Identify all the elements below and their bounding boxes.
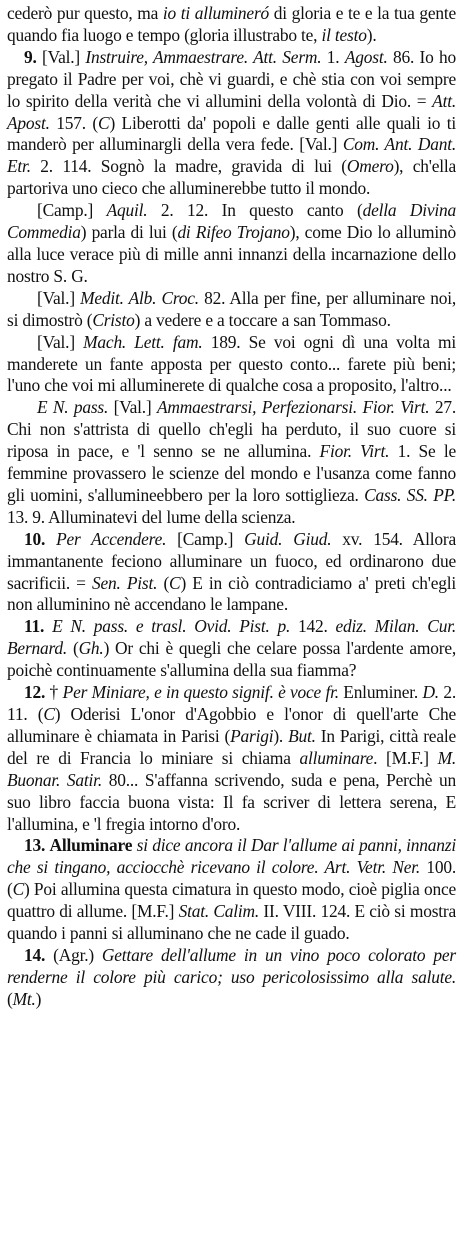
body-text: 27. Chi non s'attrista di quello ch'egli ha perduto, il suo cuore si riposa in pace, e 'l senno se ne allumina. [7, 397, 456, 462]
italic-text: Guid. Giud. [244, 528, 332, 549]
body-text: 189. Se voi ogni dì una volta mi manderete un fante apposta per questo conto... farete più beni; l'uno che voi mi alluminerete di qualche cosa a proposito, l'altro... [7, 331, 457, 396]
numbered-sense-paragraph [7, 47, 456, 200]
italic-text: Gh. [78, 638, 104, 659]
sense-number: 13. [24, 835, 46, 856]
body-text: ) a vedere e a toccare a san Tommaso. [134, 309, 391, 330]
body-text: ). [366, 24, 377, 45]
italic-text: di Rifeo Trojano [177, 222, 290, 243]
numbered-sense-paragraph [7, 616, 456, 682]
body-text: ) E in ciò contradiciamo a' preti ch'egli non alluminino nè accendano le lampane. [7, 572, 456, 615]
citation-paragraph [7, 288, 456, 332]
body-text: ) Oderisi L'onor d'Agobbio e l'onor di quell'arte Che alluminare è chiamata in Parisi ( [7, 704, 456, 746]
italic-text: Instruire, Ammaestrare. Att. Serm. [85, 46, 322, 67]
body-text: Enluminer. [338, 682, 423, 703]
citation-paragraph [7, 200, 456, 288]
sense-number: 10. [24, 528, 46, 549]
italic-text: C [169, 572, 181, 593]
body-text: 142. [290, 616, 336, 637]
body-text: In Parigi, città reale del re di Francia lo miniare si chiama [7, 725, 456, 768]
italic-text: Gettare dell'allume in un vino poco colorato per renderne il colore più carico; uso pericolosissimo alla salute. [7, 944, 456, 987]
italic-text: Medit. Alb. Croc. [80, 287, 199, 308]
numbered-sense-paragraph [7, 682, 456, 835]
body-text: ( [67, 638, 79, 659]
italic-text: Mt. [12, 988, 36, 1009]
italic-text: Ammaestrarsi, Perfezionarsi. Fior. Virt. [156, 397, 430, 418]
italic-text: Aquil. [106, 200, 148, 221]
italic-text: si dice ancora il Dar l'allume ai panni, innanzi che si tingano, acciocchè ricevano il colore. Art. Vetr. Ner. [7, 835, 456, 878]
italic-text: D. [422, 682, 439, 703]
body-text: [Camp.] [166, 528, 245, 549]
numbered-sense-paragraph [7, 529, 456, 617]
sense-number: 11. [24, 616, 45, 637]
body-text: ) Poi allumina questa cimatura in questo modo, cioè piglia once quattro di allume. [M.F.] [7, 879, 456, 922]
body-text: 82. Alla per fine, per alluminare noi, si dimostrò ( [7, 287, 456, 330]
body-text: 13. 9. Alluminatevi del lume della scienza. [7, 506, 296, 527]
body-text: [Val.] [37, 287, 81, 308]
italic-text: C [43, 704, 55, 724]
body-text: 157. ( [49, 112, 99, 133]
body-text: . [M.F.] [373, 747, 438, 768]
italic-text: C [98, 112, 110, 133]
body-text: II. VIII. 124. E ciò si mostra quando i panni si alluminano che ne cade il guado. [7, 901, 457, 944]
body-text: ( [157, 572, 170, 593]
italic-text: io ti allumineró [162, 3, 270, 23]
italic-text: E N. pass. e trasl. Ovid. Pist. p. [52, 616, 291, 637]
body-text: cederò pur questo, ma [7, 3, 163, 23]
citation-paragraph [7, 332, 456, 398]
body-text: ( [7, 988, 13, 1009]
body-text: [Val.] [37, 331, 84, 352]
body-text [44, 616, 52, 636]
italic-text: E N. pass. [37, 397, 109, 418]
sense-number: 12. [24, 682, 46, 703]
italic-text: Sen. Pist. [91, 572, 158, 593]
body-text: 1. [321, 46, 345, 67]
italic-text: Stat. Calim. [178, 901, 260, 922]
body-text: 2. 114. Sognò la madre, gravida di lui ( [30, 156, 347, 177]
body-text: [Camp.] [37, 200, 107, 221]
italic-text: della Divina Commedia [7, 200, 456, 243]
italic-text: Parigi [230, 725, 274, 746]
italic-text: alluminare [299, 747, 374, 768]
italic-text: M. Buonar. Satir. [7, 747, 456, 790]
italic-text: But. [288, 725, 316, 746]
body-text: [Val.] [108, 397, 157, 418]
italic-text: ediz. Milan. Cur. Bernard. [7, 616, 456, 659]
italic-text: Com. Ant. Dant. Etr. [7, 134, 456, 177]
body-text: ). [273, 725, 289, 746]
body-text: 1. Se le femmine provassero le scienze del mondo e l'usanza come fanno gli uomini, s'allumineebbero per la loro sottiglieza. [7, 441, 456, 505]
body-text: ) parla di lui ( [80, 222, 178, 243]
body-text: 100. ( [7, 857, 456, 900]
numbered-sense-paragraph [7, 835, 456, 945]
body-text: (Agr.) [45, 944, 102, 965]
body-text: 86. Io ho pregato il Padre per voi, chè vi guardi, e chè stia con voi sempre lo spirito della verità che vi allumini della volontà di Dio. = [7, 46, 456, 111]
body-text: † [45, 682, 63, 703]
body-text: di gloria e te e la tua gente quando fia luogo e tempo (gloria illustrabo te, [7, 3, 456, 45]
body-text [45, 529, 56, 549]
italic-text: il testo [321, 24, 367, 45]
entry-continuation-paragraph [7, 3, 456, 47]
body-text: ), come Dio lo alluminò alla luce verace più di mille anni innanzi della incarnazione dello nostro S. G. [7, 222, 457, 286]
body-text: ) [35, 988, 42, 1009]
italic-text: Cristo [92, 309, 135, 330]
italic-text: C [12, 879, 24, 900]
headword-text: Alluminare [49, 835, 133, 856]
italic-text: Per Miniare, e in questo signif. è voce fr. [62, 682, 339, 703]
citation-paragraph [7, 397, 456, 528]
numbered-sense-paragraph [7, 945, 456, 1011]
body-text: 2. 12. In questo canto ( [147, 200, 363, 221]
body-text: 80... S'affanna scrivendo, suda e pena, Perchè un suo libro faccia buona vista: Il fa scriver di lettera serena, E l'allumina, e 'l fregia intorno d'oro. [7, 769, 456, 834]
italic-text: Mach. Lett. fam. [83, 331, 203, 352]
italic-text: Per Accendere. [56, 528, 167, 549]
italic-text: Omero [346, 156, 394, 177]
italic-text: Att. Apost. [7, 90, 456, 133]
body-text: ) Liberotti da' popoli e dalle genti alle quali io ti manderò per alluminargli della vera fede. [Val.] [7, 112, 456, 155]
italic-text: Cass. SS. PP. [364, 484, 456, 505]
italic-text: Agost. [344, 46, 388, 67]
italic-text: Fior. Virt. [319, 441, 390, 462]
body-text: [Val.] [36, 46, 86, 67]
body-text: xv. 154. Allora immantanente feciono alluminare un fuoco, ed ordinarono due sacrificii. = [7, 528, 457, 593]
sense-number: 9. [24, 46, 37, 67]
sense-number: 14. [24, 944, 46, 965]
body-text: ) Or chi è quegli che celare possa l'ardente amore, poichè continuamente s'allumina della sua fiamma? [7, 638, 456, 681]
body-text: ), ch'ella partoriva uno cieco che alluminerebbe tutto il mondo. [7, 156, 456, 199]
body-text: 2. 11. ( [7, 682, 457, 724]
